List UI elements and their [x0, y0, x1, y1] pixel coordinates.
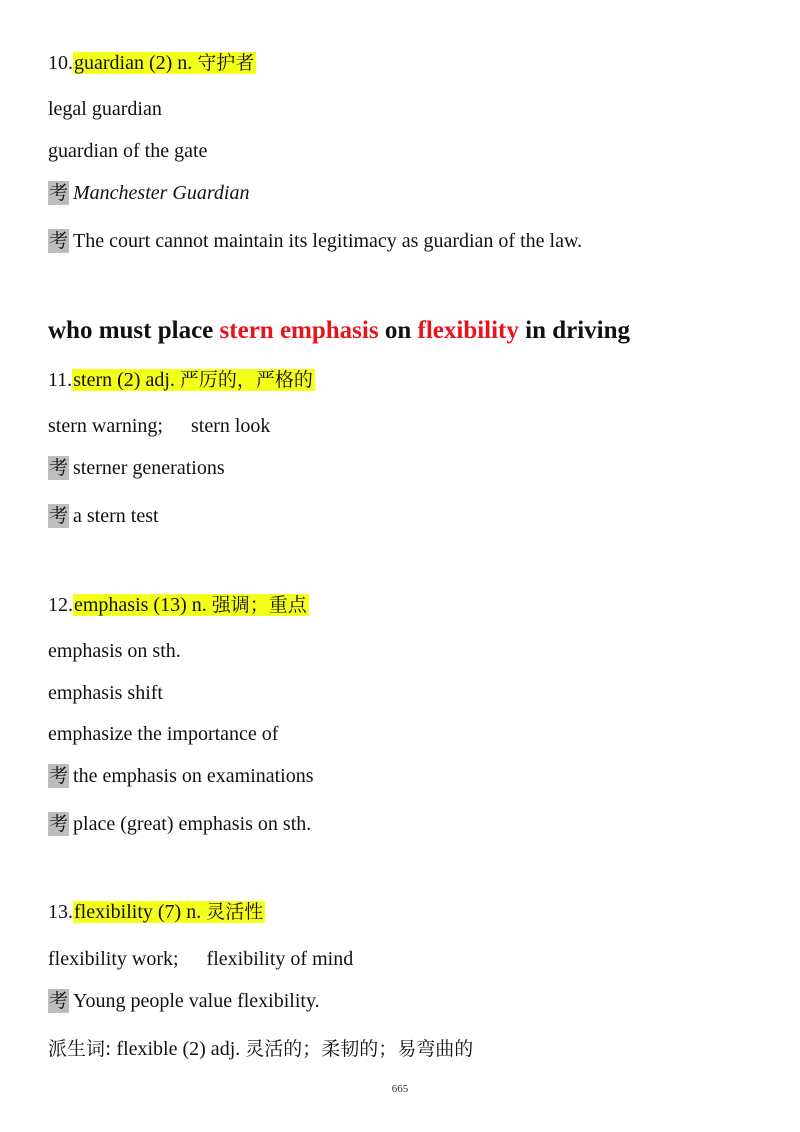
phrase: emphasis on sth. [48, 640, 181, 662]
exam-text: Young people value flexibility. [73, 990, 320, 1012]
exam-marker: 考 [49, 230, 69, 252]
sentence-keyword: stern emphasis [219, 317, 379, 344]
exam-marker: 考 [49, 990, 69, 1012]
meaning: 严厉的，严格的 [179, 369, 313, 391]
exam-text: a stern test [73, 505, 159, 527]
meaning: 强调；重点 [211, 594, 307, 616]
entry-10-heading [48, 50, 256, 76]
derivative-meaning: 灵活的；柔韧的；易弯曲的 [245, 1038, 474, 1060]
meaning: 灵活性 [206, 901, 264, 923]
exam-example [48, 455, 225, 481]
sentence-text: on [378, 317, 418, 344]
exam-text: Manchester Guardian [73, 182, 250, 204]
phrase: emphasize the importance of [48, 723, 279, 745]
phrase-row [48, 413, 270, 439]
headword: emphasis (13) n. [74, 594, 212, 616]
exam-text: the emphasis on examinations [73, 765, 314, 787]
exam-marker: 考 [49, 457, 69, 479]
entry-13-heading [48, 899, 265, 925]
exam-marker: 考 [49, 182, 69, 204]
entry-number: 11. [48, 369, 73, 391]
headword: guardian (2) n. [74, 52, 198, 74]
entry-number: 12. [48, 594, 73, 616]
phrase: stern warning; [48, 415, 163, 437]
phrase: guardian of the gate [48, 140, 208, 162]
derivative-word: flexible (2) adj. [111, 1038, 246, 1060]
phrase: legal guardian [48, 98, 162, 120]
exam-example [48, 763, 314, 789]
exam-text: sterner generations [73, 457, 225, 479]
exam-example [48, 503, 159, 529]
exam-text: The court cannot maintain its legitimacy as guardian of the law. [73, 230, 583, 252]
derivative-label: 派生词: [48, 1038, 112, 1060]
sentence-text: in driving [518, 317, 631, 344]
headword-highlight [73, 52, 256, 74]
exam-example [48, 180, 249, 206]
phrase: emphasis shift [48, 682, 163, 704]
meaning: 守护者 [197, 52, 255, 74]
headword-highlight [73, 594, 309, 616]
source-sentence [48, 315, 630, 347]
entry-number: 10. [48, 52, 73, 74]
entry-12-heading [48, 592, 309, 618]
phrase: flexibility of mind [206, 948, 354, 970]
entry-number: 13. [48, 901, 73, 923]
exam-example [48, 988, 320, 1014]
headword-highlight [73, 901, 265, 923]
sentence-text: who must place [48, 317, 220, 344]
exam-marker: 考 [49, 765, 69, 787]
exam-text: place (great) emphasis on sth. [73, 813, 312, 835]
entry-11-heading [48, 367, 315, 393]
page-number: 665 [391, 1083, 409, 1095]
phrase: stern look [190, 415, 271, 437]
derivative-line [48, 1036, 473, 1062]
sentence-keyword: flexibility [417, 317, 519, 344]
exam-example [48, 811, 311, 837]
headword: flexibility (7) n. [74, 901, 207, 923]
phrase: flexibility work; [48, 948, 179, 970]
phrase-row [48, 946, 353, 972]
headword: stern (2) adj. [73, 369, 180, 391]
exam-marker: 考 [49, 505, 69, 527]
headword-highlight [72, 369, 315, 391]
exam-marker: 考 [49, 813, 69, 835]
exam-example [48, 228, 582, 254]
